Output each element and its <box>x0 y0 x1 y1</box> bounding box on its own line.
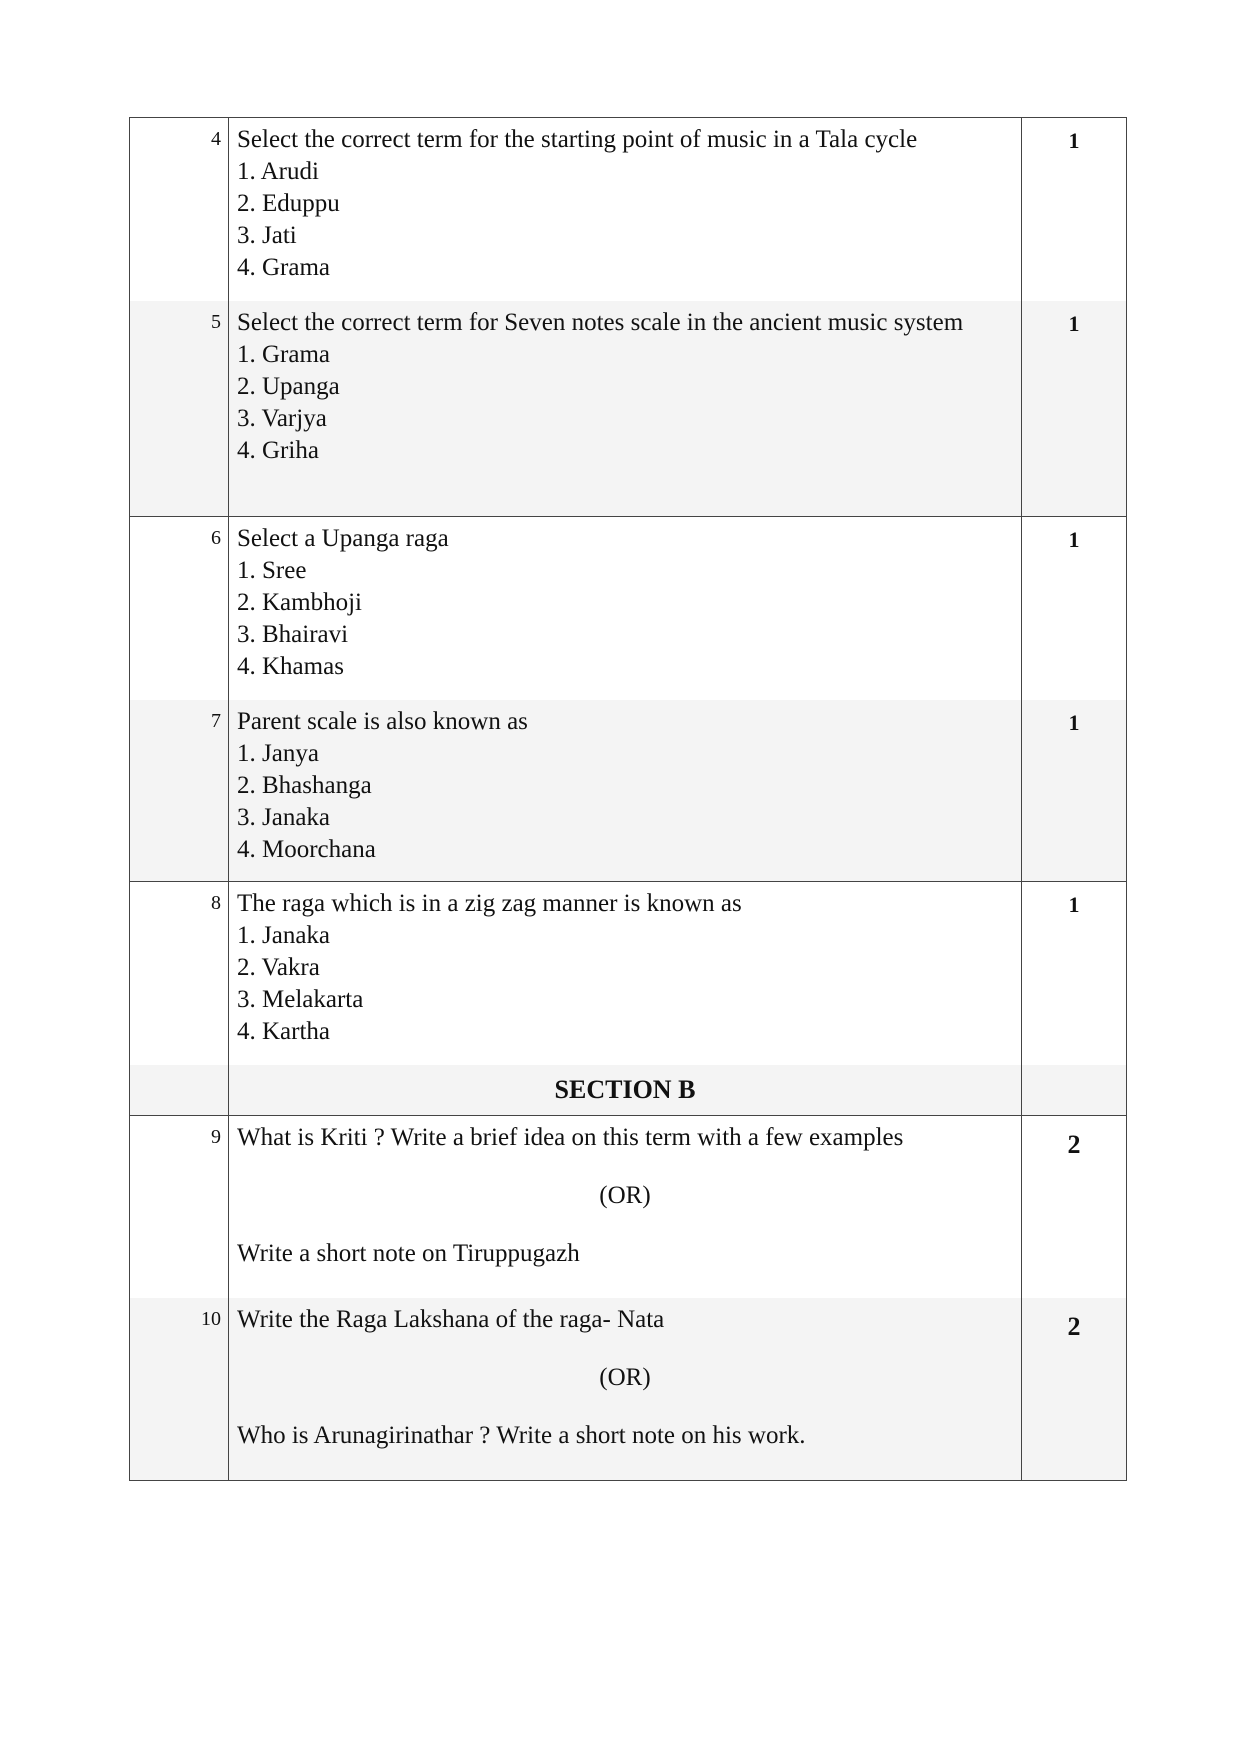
question-text: What is Kriti ? Write a brief idea on this term with a few examples <box>237 1123 904 1151</box>
question-body <box>229 301 1022 517</box>
option: 3. Varjya <box>237 404 327 432</box>
marks: 2 <box>1022 1115 1127 1298</box>
marks: 1 <box>1022 517 1127 700</box>
question-row-10 <box>130 1298 1127 1480</box>
question-number: 5 <box>130 301 229 517</box>
or-separator: (OR) <box>599 1364 651 1391</box>
option: 1. Grama <box>237 340 331 368</box>
option: 3. Jati <box>237 222 297 249</box>
question-body <box>229 1115 1022 1298</box>
marks: 1 <box>1022 118 1127 301</box>
question-stem: Select a Upanga raga <box>237 525 449 552</box>
marks: 1 <box>1022 882 1127 1065</box>
alternative-question: Who is Arunagirinathar ? Write a short note on his work. <box>237 1422 806 1449</box>
question-row-5 <box>130 301 1127 517</box>
question-body <box>229 118 1022 301</box>
empty-cell <box>1022 1065 1127 1116</box>
option: 1. Janya <box>237 739 319 767</box>
option: 4. Griha <box>237 436 319 464</box>
question-number: 10 <box>130 1298 229 1480</box>
question-number: 7 <box>130 700 229 882</box>
option: 4. Kartha <box>237 1018 331 1045</box>
section-title: SECTION B <box>229 1065 1022 1116</box>
question-number: 8 <box>130 882 229 1065</box>
question-stem: Parent scale is also known as <box>237 707 528 735</box>
option: 2. Bhashanga <box>237 771 372 799</box>
option: 3. Bhairavi <box>237 621 349 648</box>
question-body <box>229 882 1022 1065</box>
option: 1. Janaka <box>237 922 331 949</box>
option: 4. Grama <box>237 254 331 281</box>
option: 3. Melakarta <box>237 986 364 1013</box>
question-stem: Select the correct term for Seven notes scale in the ancient music system <box>237 308 964 336</box>
question-row-7 <box>130 700 1127 882</box>
marks: 2 <box>1022 1298 1127 1480</box>
question-body <box>229 517 1022 700</box>
option: 1. Sree <box>237 557 307 584</box>
question-row-6 <box>130 517 1127 700</box>
option: 2. Vakra <box>237 954 320 981</box>
question-stem: The raga which is in a zig zag manner is known as <box>237 890 742 917</box>
marks: 1 <box>1022 301 1127 517</box>
question-number: 6 <box>130 517 229 700</box>
question-row-9 <box>130 1115 1127 1298</box>
question-body <box>229 700 1022 882</box>
section-heading-row <box>130 1065 1127 1116</box>
option: 3. Janaka <box>237 803 331 831</box>
option: 2. Eduppu <box>237 190 340 217</box>
or-separator: (OR) <box>599 1181 651 1209</box>
option: 1. Arudi <box>237 158 319 185</box>
marks: 1 <box>1022 700 1127 882</box>
empty-cell <box>130 1065 229 1116</box>
question-text: Write the Raga Lakshana of the raga- Nata <box>237 1306 665 1333</box>
question-stem: Select the correct term for the starting point of music in a Tala cycle <box>237 126 918 153</box>
question-row-4 <box>130 118 1127 301</box>
question-body <box>229 1298 1022 1480</box>
question-number: 4 <box>130 118 229 301</box>
question-number: 9 <box>130 1115 229 1298</box>
option: 2. Kambhoji <box>237 589 362 616</box>
option: 4. Khamas <box>237 653 344 680</box>
question-row-8 <box>130 882 1127 1065</box>
option: 2. Upanga <box>237 372 340 400</box>
option: 4. Moorchana <box>237 835 376 863</box>
alternative-question: Write a short note on Tiruppugazh <box>237 1239 580 1267</box>
question-table <box>129 117 1127 1481</box>
